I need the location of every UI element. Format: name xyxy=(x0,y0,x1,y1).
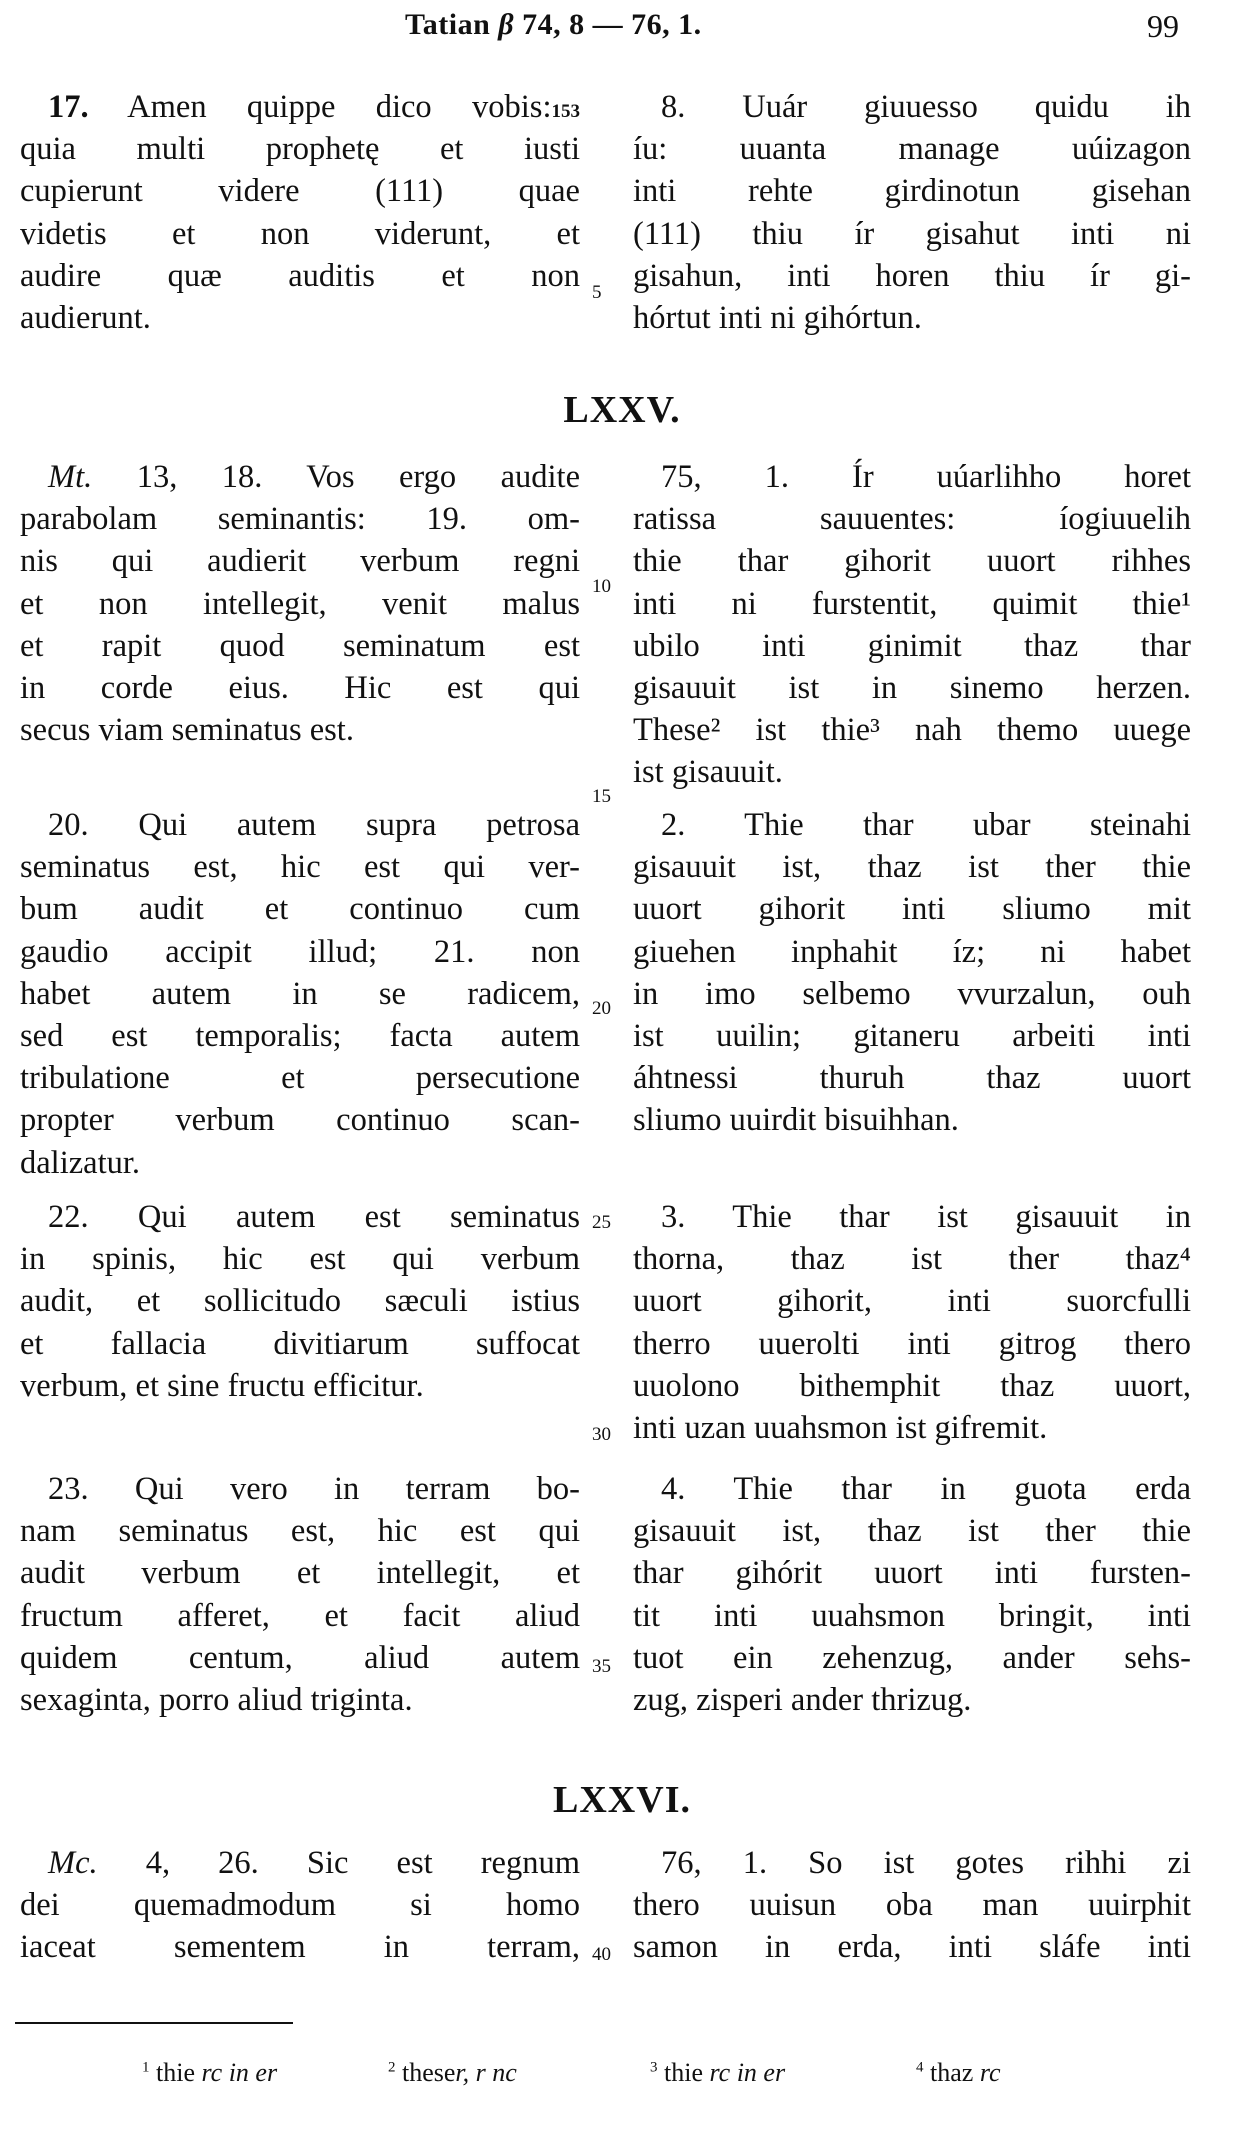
text-line xyxy=(20,456,580,498)
text-line: 22. Qui autem est seminatus xyxy=(48,1199,580,1235)
title-prefix: Tatian xyxy=(405,8,491,41)
text-line: 23. Qui vero in terram bo- xyxy=(48,1471,580,1507)
text-line: íu: uuanta manage uúizagon xyxy=(633,131,1191,168)
text-line: secus viam seminatus est. xyxy=(20,712,354,749)
text-line: uuolono bithemphit thaz uuort, xyxy=(633,1367,1191,1404)
text-line: (111) thiu ír gisahut inti ni xyxy=(633,215,1191,252)
footnote-mark: 3 xyxy=(650,2059,658,2076)
gospel-ref: Mc. xyxy=(48,1845,98,1881)
text-line: gisauuit ist, thaz ist ther thie xyxy=(633,849,1191,886)
text-line: in spinis, hic est qui verbum xyxy=(20,1241,580,1278)
text-line: seminatus est, hic est qui ver- xyxy=(20,849,580,886)
ohg-column-block-4 xyxy=(633,1196,1191,1449)
footnote-note: rc xyxy=(979,2058,1001,2087)
text-line: ist uuilin; gitaneru arbeiti inti xyxy=(633,1017,1191,1054)
text-line: thorna, thaz ist ther thaz⁴ xyxy=(633,1241,1191,1278)
text-line: parabolam seminantis: 19. om- xyxy=(20,501,580,538)
latin-column-block-2 xyxy=(20,456,580,751)
text-line: fructum afferet, et facit aliud xyxy=(20,1597,580,1634)
line-number: 5 xyxy=(592,282,602,303)
text-line: ratissa sauuentes: íogiuuelih xyxy=(633,501,1191,538)
latin-column-block-1 xyxy=(20,86,580,339)
line-text: 4, 26. Sic est regnum xyxy=(145,1845,580,1881)
footnote-4 xyxy=(916,2058,1001,2088)
text-line: dalizatur. xyxy=(20,1144,141,1181)
footnote-note: rc in er xyxy=(201,2058,278,2087)
text-line: in imo selbemo vvurzalun, ouh xyxy=(633,975,1191,1012)
text-line: nis qui audierit verbum regni xyxy=(20,543,580,580)
text-line: sexaginta, porro aliud triginta. xyxy=(20,1681,413,1718)
text-line: inti rehte girdinotun gisehan xyxy=(633,173,1191,210)
verse-range: 74, 8 — 76, 1. xyxy=(522,8,702,41)
text-line: 20. Qui autem supra petrosa xyxy=(48,807,580,843)
footnote-word: thie xyxy=(156,2058,195,2087)
text-line: videtis et non viderunt, et xyxy=(20,215,580,252)
text-line: thar gihórit uuort inti fursten- xyxy=(633,1555,1191,1592)
text-line: uuort gihorit inti sliumo mit xyxy=(633,891,1191,928)
ohg-column-block-6 xyxy=(633,1842,1191,1969)
text-line: 76, 1. So ist gotes rihhi zi xyxy=(661,1845,1191,1881)
text-line: habet autem in se radicem, xyxy=(20,975,580,1012)
line-number: 35 xyxy=(592,1656,611,1677)
text-line: tuot ein zehenzug, ander sehs- xyxy=(633,1639,1191,1676)
line-number: 20 xyxy=(592,998,611,1019)
text-line: audit verbum et intellegit, et xyxy=(20,1555,580,1592)
text-line xyxy=(20,1842,580,1884)
text-line: et rapit quod seminatum est xyxy=(20,627,580,664)
footnote-mark: 1 xyxy=(142,2059,150,2076)
text-line: 8. Uuár giuuesso quidu ih xyxy=(661,89,1191,125)
text-line: nam seminatus est, hic est qui xyxy=(20,1513,580,1550)
text-line: quia multi prophetę et iusti xyxy=(20,131,580,168)
text-line: inti ni furstentit, quimit thie¹ xyxy=(633,585,1191,622)
text-line: audit, et sollicitudo sæculi istius xyxy=(20,1283,580,1320)
text-line: et fallacia divitiarum suffocat xyxy=(20,1325,580,1362)
text-line: propter verbum continuo scan- xyxy=(20,1102,580,1139)
footnote-mark: 4 xyxy=(916,2059,924,2076)
text-line: bum audit et continuo cum xyxy=(20,891,580,928)
ohg-column-block-2 xyxy=(633,456,1191,794)
text-line: in corde eius. Hic est qui xyxy=(20,669,580,706)
footnote-word: thie xyxy=(664,2058,703,2087)
text-line: gisauuit ist, thaz ist ther thie xyxy=(633,1513,1191,1550)
page-number: 99 xyxy=(1147,8,1179,44)
footnote-rule xyxy=(15,2022,293,2024)
text-line: thie thar gihorit uuort rihhes xyxy=(633,543,1191,580)
text-line: 4. Thie thar in guota erda xyxy=(661,1471,1191,1507)
text-line: et non intellegit, venit malus xyxy=(20,585,580,622)
text-line: therro uuerolti inti gitrog thero xyxy=(633,1325,1191,1362)
text-line: audierunt. xyxy=(20,299,151,336)
footnote-mark: 2 xyxy=(388,2059,396,2076)
ohg-column-block-3 xyxy=(633,804,1191,1142)
footnote-word: thaz xyxy=(930,2058,974,2087)
text-line: sliumo uuirdit bisuihhan. xyxy=(633,1102,959,1139)
footnote-note: r, r nc xyxy=(455,2058,517,2087)
latin-column-block-6 xyxy=(20,1842,580,1969)
ohg-column-block-1 xyxy=(633,86,1191,339)
footnote-note: rc in er xyxy=(709,2058,786,2087)
footnote-3 xyxy=(650,2058,785,2088)
text-line: ubilo inti ginimit thaz thar xyxy=(633,627,1191,664)
text-line: uuort gihorit, inti suorcfulli xyxy=(633,1283,1191,1320)
text-line: zug, zisperi ander thrizug. xyxy=(633,1681,972,1718)
chapter-heading-lxxv: LXXV. xyxy=(563,389,681,431)
latin-column-block-5 xyxy=(20,1468,580,1721)
margin-ref: 153 xyxy=(551,101,580,122)
text-line: inti uzan uuahsmon ist gifremit. xyxy=(633,1409,1048,1446)
text-line: quidem centum, aliud autem xyxy=(20,1639,580,1676)
line-number: 40 xyxy=(592,1944,611,1965)
text-line: ist gisauuit. xyxy=(633,754,783,791)
footnote-2 xyxy=(388,2058,517,2088)
verse-number: 17. xyxy=(48,89,89,125)
text-line: verbum, et sine fructu efficitur. xyxy=(20,1367,424,1404)
text-line: gisauuit ist in sinemo herzen. xyxy=(633,669,1191,706)
text-line: cupierunt videre (111) quae xyxy=(20,173,580,210)
footnote-1 xyxy=(142,2058,277,2088)
text-line: tit inti uuahsmon bringit, inti xyxy=(633,1597,1191,1634)
running-title xyxy=(405,8,702,42)
text-line: audire quæ auditis et non xyxy=(20,257,580,294)
gospel-ref: Mt. xyxy=(48,459,93,495)
line-text: Amen quippe dico vobis: xyxy=(127,89,552,125)
text-line: These² ist thie³ nah themo uuege xyxy=(633,712,1191,749)
text-line: hórtut inti ni gihórtun. xyxy=(633,299,922,336)
line-number: 10 xyxy=(592,576,611,597)
line-number: 25 xyxy=(592,1212,611,1233)
text-line xyxy=(20,86,580,128)
text-line: gisahun, inti horen thiu ír gi- xyxy=(633,257,1191,294)
text-line: dei quemadmodum si homo xyxy=(20,1887,580,1924)
text-line: thero uuisun oba man uuirphit xyxy=(633,1887,1191,1924)
text-line: sed est temporalis; facta autem xyxy=(20,1017,580,1054)
line-text: 13, 18. Vos ergo audite xyxy=(136,459,580,495)
text-line: 3. Thie thar ist gisauuit in xyxy=(661,1199,1191,1235)
latin-column-block-4 xyxy=(20,1196,580,1407)
text-line: áhtnessi thuruh thaz uuort xyxy=(633,1060,1191,1097)
text-line: 75, 1. Ír uúarlihho horet xyxy=(661,459,1191,495)
line-number: 15 xyxy=(592,786,611,807)
siglum: β xyxy=(498,8,515,41)
text-line: tribulatione et persecutione xyxy=(20,1060,580,1097)
latin-column-block-3 xyxy=(20,804,580,1184)
footnote-word: these xyxy=(402,2058,456,2087)
chapter-heading-lxxvi: LXXVI. xyxy=(553,1779,691,1821)
text-line: samon in erda, inti sláfe inti xyxy=(633,1929,1191,1966)
ohg-column-block-5 xyxy=(633,1468,1191,1721)
text-line: gaudio accipit illud; 21. non xyxy=(20,933,580,970)
running-head xyxy=(0,8,1244,48)
text-line: giuehen inphahit íz; ni habet xyxy=(633,933,1191,970)
line-number: 30 xyxy=(592,1424,611,1445)
text-line: 2. Thie thar ubar steinahi xyxy=(661,807,1191,843)
text-line: iaceat sementem in terram, xyxy=(20,1929,580,1966)
